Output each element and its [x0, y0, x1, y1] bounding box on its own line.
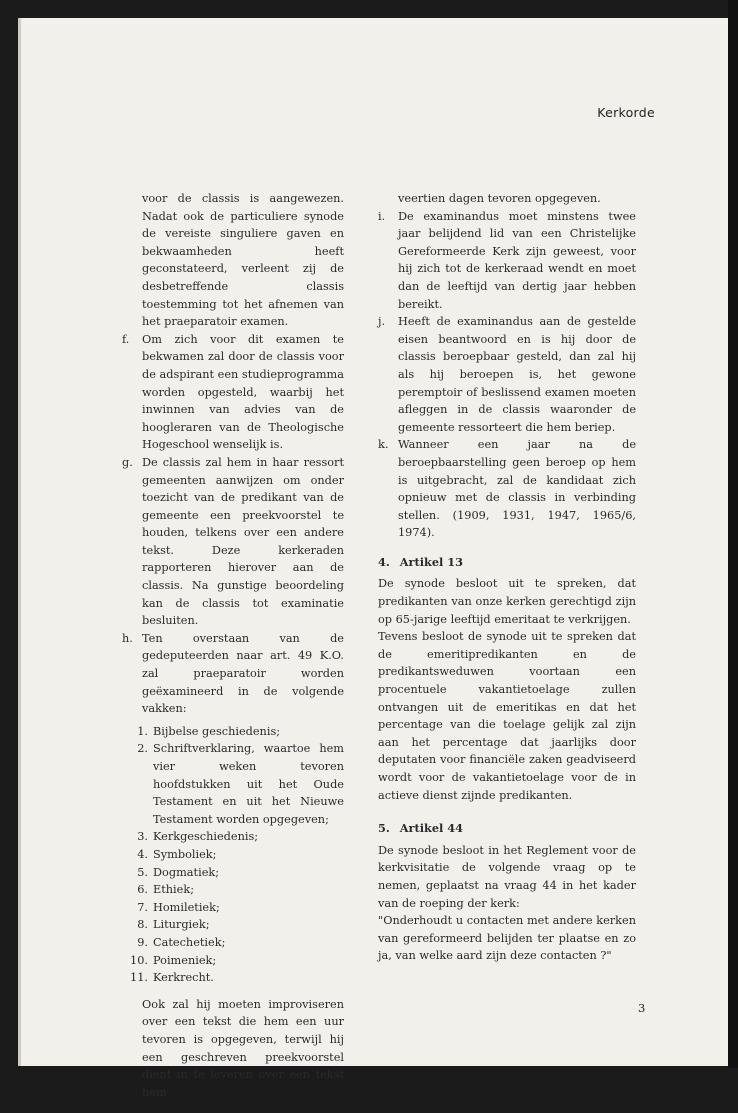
subject-number: 8. [137, 918, 148, 932]
subject-item [122, 952, 344, 970]
article-44-paragraph-2: "Onderhoudt u contacten met andere kerken van gereformeerd belijden ter plaatse en zo ja, van welke aard zijn deze contacten ?" [378, 914, 636, 963]
continued-paragraph: veertien dagen tevoren opgegeven. [398, 192, 601, 205]
subject-item [122, 899, 344, 917]
list-item-j [378, 313, 636, 436]
list-item-h [122, 630, 344, 718]
subject-number: 6. [137, 883, 148, 897]
item-label: k. [378, 438, 389, 452]
subject-text: Bijbelse geschiedenis; [153, 724, 281, 738]
scan-edge [728, 0, 738, 1068]
list-item-k [378, 436, 636, 542]
item-label: i. [378, 209, 386, 223]
item-label: j. [378, 315, 386, 329]
document-page [18, 18, 733, 1099]
subject-list [122, 723, 344, 987]
subject-item [122, 881, 344, 899]
item-text: Om zich voor dit examen te bekwamen zal door de classis voor de adspirant een studieprogramma worden opgesteld, waarbij het inwinnen van advies van de hoogleraren van de Theologische Hogeschool wenselijk is. [142, 332, 344, 452]
continued-paragraph: voor de classis is aangewezen. Nadat ook de particuliere synode de vereiste singuliere gaven en bekwaamheden heeft geconstateerd, verleent zij de desbetreffende classis toestemming tot het afnemen van het praeparatoir examen. [142, 192, 344, 329]
subject-item [122, 828, 344, 846]
closing-paragraph: Ook zal hij moeten improviseren over een tekst die hem een uur tevoren is opgegeven, terwijl hij een geschreven preekvoorstel dient in te leveren over een tekst hem [142, 997, 344, 1099]
subject-number: 2. [137, 742, 148, 756]
item-label: g. [122, 455, 133, 469]
subject-text: Symboliek; [153, 847, 217, 861]
subject-text: Ethiek; [153, 883, 195, 897]
article-44-heading [378, 820, 636, 838]
subject-number: 1. [137, 724, 148, 738]
section-number: 5. [378, 821, 390, 836]
subject-item [122, 723, 344, 741]
list-item-f [122, 331, 344, 454]
item-text: Ten overstaan van de gedeputeerden naar art. 49 K.O. zal praeparatoir worden geëxamineerd in de volgende vakken: [142, 631, 344, 716]
subject-number: 5. [137, 865, 148, 879]
subject-number: 7. [137, 900, 148, 914]
article-44-paragraph-1: De synode besloot in het Reglement voor de kerkvisitatie de volgende vraag op te nemen, geplaatst na vraag 44 in het kader van de roeping der kerk: [378, 843, 636, 910]
article-13-paragraph-1: De synode besloot uit te spreken, dat predikanten van onze kerken gerechtigd zijn op 65-jarige leeftijd emeritaat te verkrijgen. [378, 577, 636, 626]
subject-text: Kerkgeschiedenis; [153, 830, 259, 844]
item-label: h. [122, 631, 133, 645]
subject-text: Catechetiek; [153, 935, 226, 949]
subject-text: Schriftverklaring, waartoe hem vier weken tevoren hoofdstukken uit het Oude Testament en uit het Nieuwe Testament worden opgegeven; [153, 742, 344, 826]
item-label: f. [122, 332, 130, 346]
subject-text: Dogmatiek; [153, 865, 220, 879]
subject-item [122, 846, 344, 864]
subject-number: 4. [137, 847, 148, 861]
page-number: 3 [638, 1001, 646, 1015]
subject-item [122, 864, 344, 882]
article-13-heading [378, 554, 636, 572]
subject-number: 10. [130, 953, 148, 967]
subject-item [122, 934, 344, 952]
subject-item [122, 916, 344, 934]
item-text: Wanneer een jaar na de beroepbaarstelling geen beroep op hem is uitgebracht, zal de kandidaat zich opnieuw met de classis in verbinding stellen. (1909, 1931, 1947, 1965/6, 1974). [398, 438, 636, 540]
subject-item [122, 740, 344, 828]
section-title: Artikel 13 [399, 554, 463, 569]
subject-number: 11. [130, 971, 148, 985]
running-header: Kerkorde [597, 105, 655, 120]
subject-number: 3. [137, 830, 148, 844]
left-column [122, 190, 344, 1113]
list-item-i [378, 208, 636, 314]
subject-text: Liturgiek; [153, 918, 210, 932]
article-13-paragraph-2: Tevens besloot de synode uit te spreken dat de emeritipredikanten en de predikantsweduwen voortaan een procentuele vakantietoelage zullen ontvangen uit de emeritikas en dat het percentage van die toelage gelijk zal zijn aan het percentage dat jaarlijks door deputaten voor financiële zaken geadviseerd wordt voor de vakantietoelage voor de in actieve dienst zijnde predikanten. [378, 630, 636, 802]
right-column [378, 190, 636, 965]
list-item-g [122, 454, 344, 630]
section-title: Artikel 44 [399, 821, 463, 836]
subject-item [122, 969, 344, 987]
item-text: De classis zal hem in haar ressort gemeenten aanwijzen om onder toezicht van de predikant van de gemeente een preekvoorstel te houden, telkens over een andere tekst. Deze kerkeraden rapporteren hierover aan de classis. Na gunstige beoordeling kan de classis tot examinatie besluiten. [142, 455, 344, 628]
item-text: Heeft de examinandus aan de gestelde eisen beantwoord en is hij door de classis beroepbaar gesteld, dan zal hij als hij beroepen is, het gewone peremptoir of beslissend examen moeten afleggen in de classis waaronder de gemeente ressorteert die hem beriep. [398, 315, 636, 434]
section-number: 4. [378, 554, 390, 569]
subject-text: Poimeniek; [153, 953, 217, 967]
subject-number: 9. [137, 935, 148, 949]
subject-text: Kerkrecht. [153, 971, 214, 985]
subject-text: Homiletiek; [153, 900, 220, 914]
item-text: De examinandus moet minstens twee jaar belijdend lid van een Christelijke Gereformeerde Kerk zijn geweest, voor hij zich tot de kerkeraad wendt en moet dan de leeftijd van dertig jaar hebben bereikt. [398, 209, 636, 311]
